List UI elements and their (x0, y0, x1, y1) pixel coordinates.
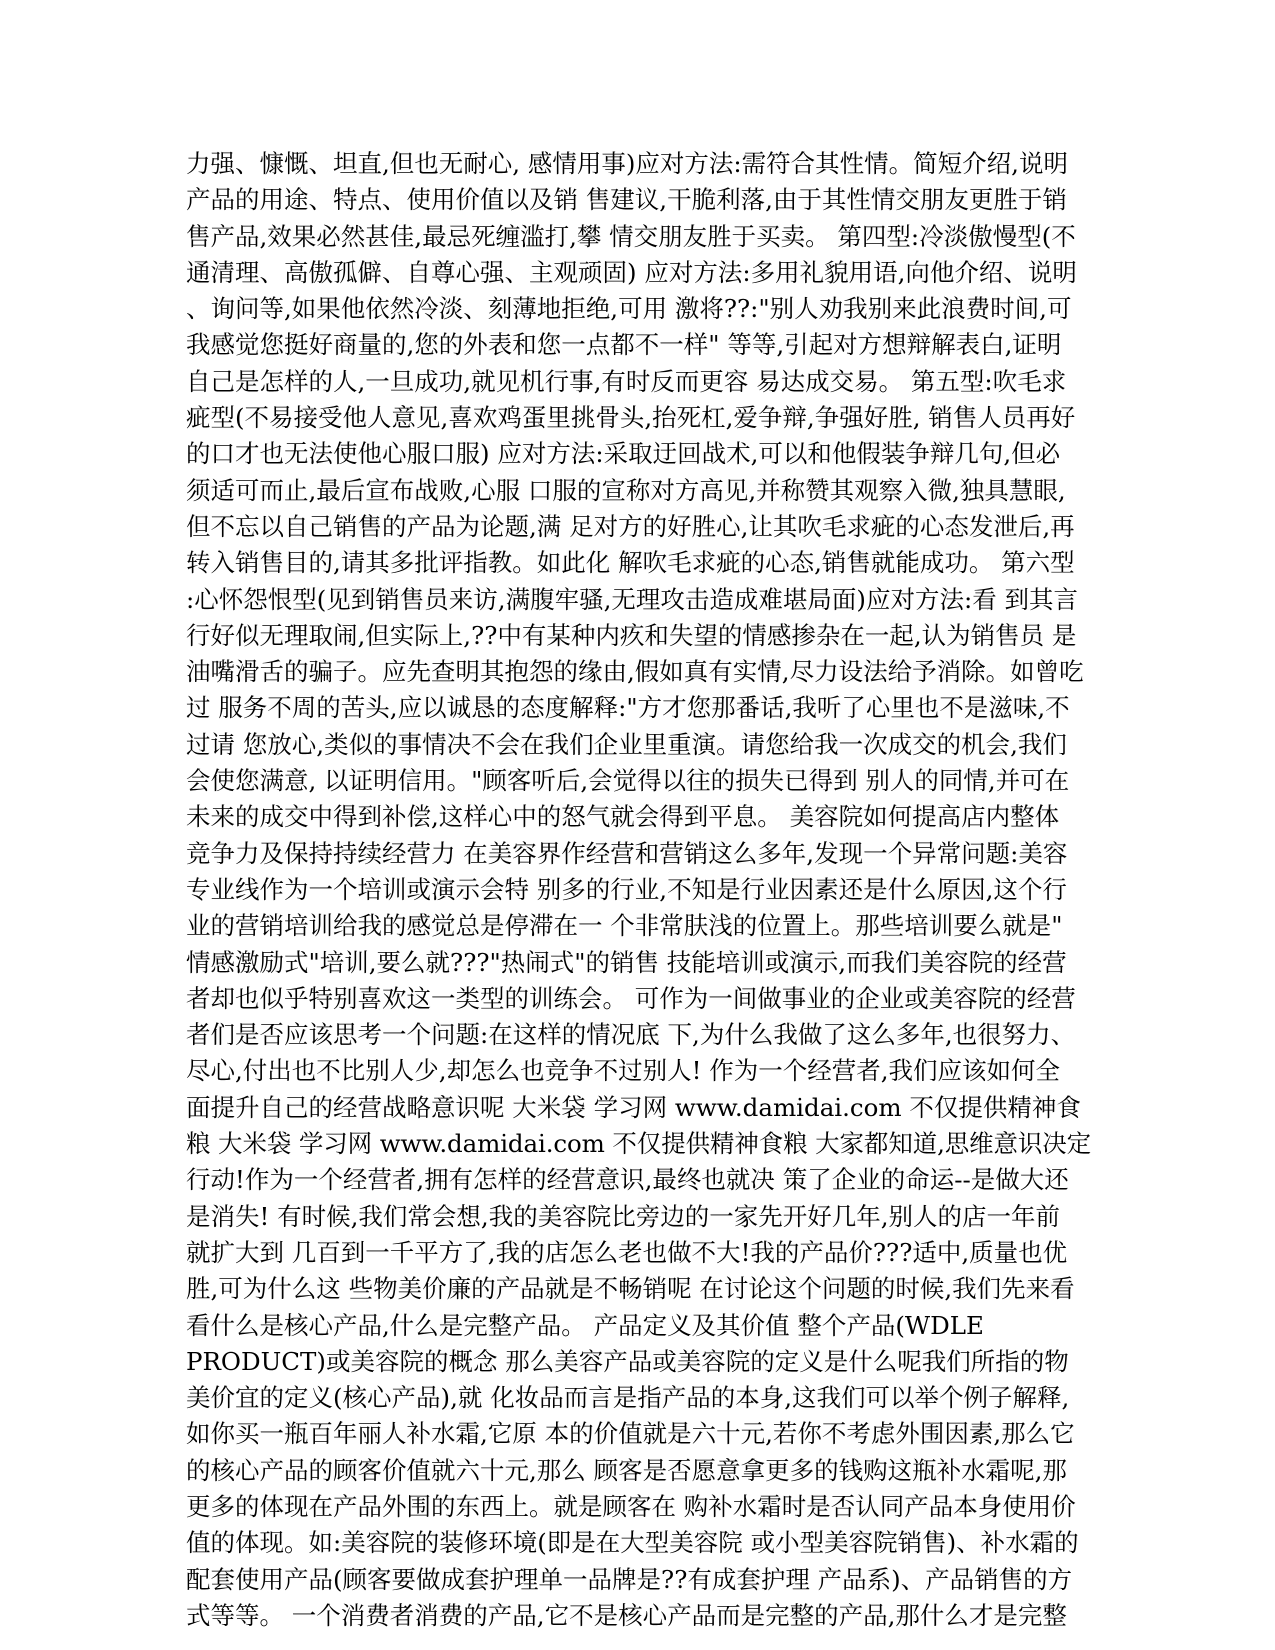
text-line: 行好似无理取闹,但实际上,??中有某种内疚和失望的情感掺杂在一起,认为销售员 是 (186, 620, 1077, 650)
text-line: 力强、慷慨、坦直,但也无耐心, 感情用事)应对方法:需符合其性情。简短介绍,说明 (186, 149, 1068, 178)
text-line: 我感觉您挺好商量的,您的外表和您一点都不一样" 等等,引起对方想辩解表白,证明 (186, 330, 1062, 360)
text-line: 就扩大到 几百到一千平方了,我的店怎么老也做不大!我的产品价???适中,质量也优 (186, 1237, 1068, 1267)
text-line: 疵型(不易接受他人意见,喜欢鸡蛋里挑骨头,抬死杠,爱争辩,争强好胜, 销售人员再好 (186, 403, 1076, 433)
text-line: 自己是怎样的人,一旦成功,就见机行事,有时反而更容 易达成交易。 第五型:吹毛求 (186, 366, 1067, 396)
text-line: :心怀怨恨型(见到销售员来访,满腹牢骚,无理攻击造成难堪局面)应对方法:看 到其言 (186, 584, 1078, 614)
text-line: 售产品,效果必然甚佳,最忌死缠滥打,攀 情交朋友胜于买卖。 第四型:冷淡傲慢型(不 (186, 221, 1076, 251)
text-line: 面提升自己的经营战略意识呢 大米袋 学习网 www.damidai.com 不仅提供精神食 (186, 1092, 1081, 1122)
text-line: 配套使用产品(顾客要做成套护理单一品牌是??有成套护理 产品系)、产品销售的方 (186, 1564, 1073, 1594)
text-line: 美价宜的定义(核心产品),就 化妆品而言是指产品的本身,这我们可以举个例子解释, (186, 1383, 1070, 1413)
text-line: PRODUCT)或美容院的概念 那么美容产品或美容院的定义是什么呢我们所指的物 (186, 1346, 1069, 1376)
text-line: 行动!作为一个经营者,拥有怎样的经营意识,最终也就决 策了企业的命运--是做大还 (186, 1165, 1069, 1195)
text-line: 的口才也无法使他心服口服) 应对方法:采取迂回战术,可以和他假装争辩几句,但必 (186, 439, 1061, 469)
text-line: 产品的用途、特点、使用价值以及销 售建议,干脆利落,由于其性情交朋友更胜于销 (186, 185, 1067, 215)
text-line: 、询问等,如果他依然冷淡、刻薄地拒绝,可用 激将??:"别人劝我别来此浪费时间,可 (186, 294, 1072, 324)
text-line: 如你买一瓶百年丽人补水霜,它原 本的价值就是六十元,若你不考虑外围因素,那么它 (186, 1419, 1075, 1449)
body-text (186, 146, 1091, 1634)
text-line: 通清理、高傲孤僻、自尊心强、主观顽固) 应对方法:多用礼貌用语,向他介绍、说明 (186, 257, 1077, 287)
text-line: 油嘴滑舌的骗子。应先查明其抱怨的缘由,假如真有实情,尽力设法给予消除。如曾吃 (186, 657, 1084, 687)
text-line: 竞争力及保持持续经营力 在美容界作经营和营销这么多年,发现一个异常问题:美容 (186, 838, 1068, 868)
text-line: 专业线作为一个培训或演示会特 别多的行业,不知是行业因素还是什么原因,这个行 (186, 874, 1067, 904)
text-line: 尽心,付出也不比别人少,却怎么也竞争不过别人! 作为一个经营者,我们应该如何全 (186, 1056, 1060, 1086)
text-line: 的核心产品的顾客价值就六十元,那么 顾客是否愿意拿更多的钱购这瓶补水霜呢,那 (186, 1455, 1067, 1485)
text-line: 但不忘以自己销售的产品为论题,满 足对方的好胜心,让其吹毛求疵的心态发泄后,再 (186, 511, 1075, 541)
text-line: 更多的体现在产品外围的东西上。就是顾客在 购补水霜时是否认同产品本身使用价 (186, 1491, 1076, 1521)
text-line: 过请 您放心,类似的事情决不会在我们企业里重演。请您给我一次成交的机会,我们 (186, 729, 1067, 759)
text-line: 转入销售目的,请其多批评指教。如此化 解吹毛求疵的心态,销售就能成功。 第六型 (186, 548, 1075, 578)
text-line: 式等等。 一个消费者消费的产品,它不是核心产品而是完整的产品,那什么才是完整 (186, 1600, 1067, 1630)
text-line: 者却也似乎特别喜欢这一类型的训练会。 可作为一间做事业的企业或美容院的经营 (186, 983, 1076, 1013)
text-line: 是消失! 有时候,我们常会想,我的美容院比旁边的一家先开好几年,别人的店一年前 (186, 1201, 1060, 1231)
text-line: 过 服务不周的苦头,应以诚恳的态度解释:"方才您那番话,我听了心里也不是滋味,不 (186, 693, 1070, 723)
text-line: 业的营销培训给我的感觉总是停滞在一 个非常肤浅的位置上。那些培训要么就是" (186, 911, 1063, 941)
text-line: 值的体现。如:美容院的装修环境(即是在大型美容院 或小型美容院销售)、补水霜的 (186, 1528, 1079, 1558)
text-line: 看什么是核心产品,什么是完整产品。 产品定义及其价值 整个产品(WDLE (186, 1310, 984, 1340)
text-line: 者们是否应该思考一个问题:在这样的情况底 下,为什么我做了这么多年,也很努力、 (186, 1020, 1076, 1050)
text-line: 胜,可为什么这 些物美价廉的产品就是不畅销呢 在讨论这个问题的时候,我们先来看 (186, 1274, 1075, 1304)
text-line: 会使您满意, 以证明信用。"顾客听后,会觉得以往的损失已得到 别人的同情,并可在 (186, 766, 1070, 796)
text-line: 情感激励式"培训,要么就???"热闹式"的销售 技能培训或演示,而我们美容院的经营 (186, 947, 1067, 977)
text-line: 未来的成交中得到补偿,这样心中的怒气就会得到平息。 美容院如何提高店内整体 (186, 802, 1060, 832)
text-line: 粮 大米袋 学习网 www.damidai.com 不仅提供精神食粮 大家都知道,思维意识决定 (186, 1129, 1091, 1159)
text-line: 须适可而止,最后宣布战败,心服 口服的宣称对方高见,并称赞其观察入微,独具慧眼, (186, 475, 1066, 505)
